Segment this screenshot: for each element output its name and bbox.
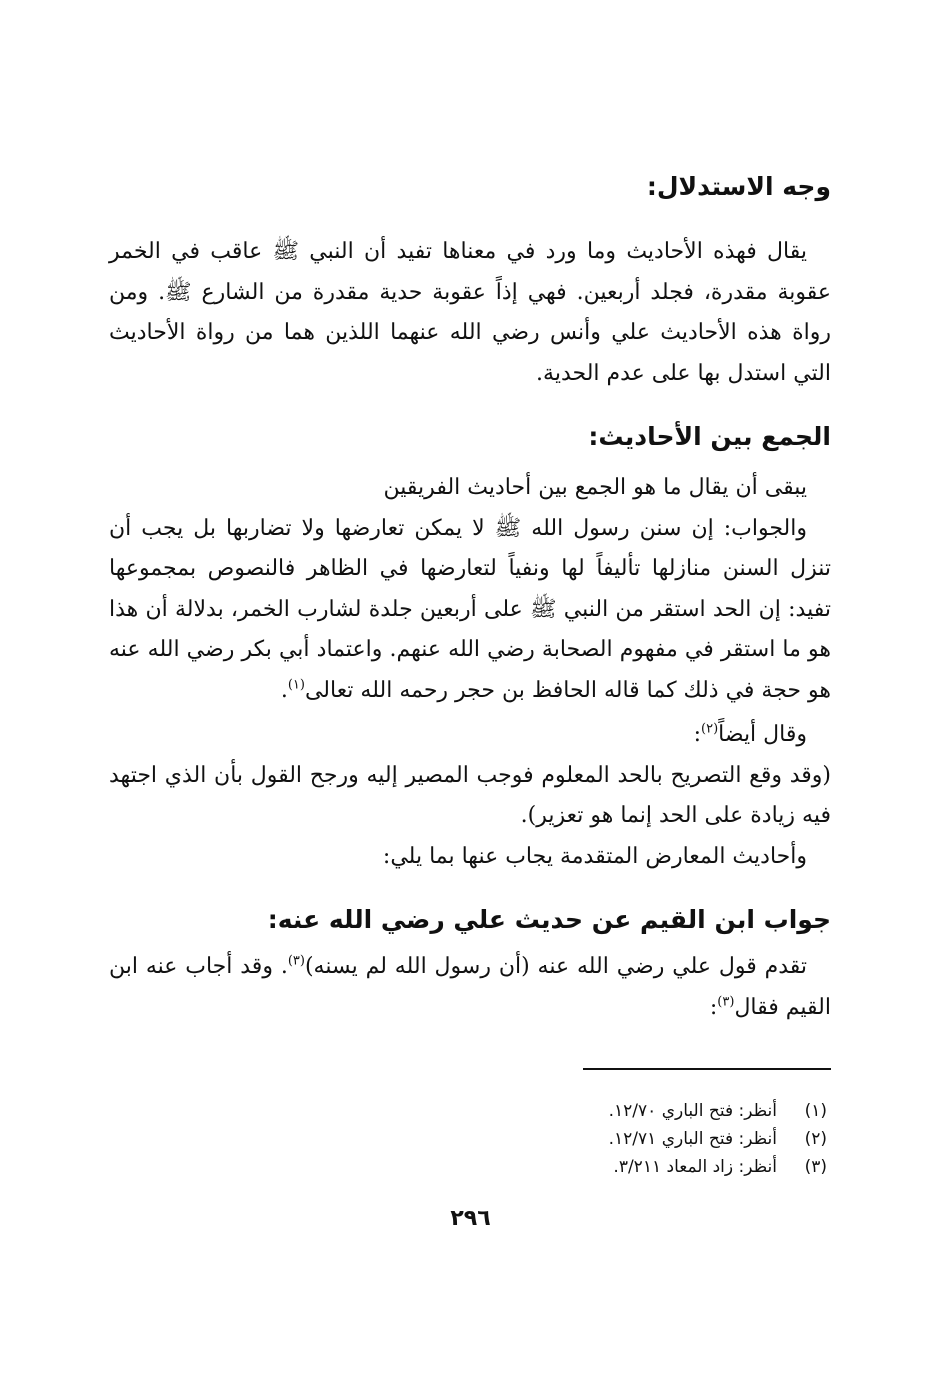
paragraph-ibn-qayyim-text: تقدم قول علي رضي الله عنه (أن رسول الله لم يسنه): [304, 954, 807, 979]
paragraph-ibn-qayyim-text-2: . وقد أجاب عنه ابن القيم فقال: [109, 954, 831, 1020]
footnote-ref-2[interactable]: (٢): [701, 721, 719, 737]
paragraph-quote: (وقد وقع التصريح بالحد المعلوم فوجب المصير إليه ورجح القول بأن الذي اجتهد فيه زيادة على الحد إنما هو تعزير).: [109, 762, 831, 828]
footnote-text: أنظر: فتح الباري ١٢/٧١.: [608, 1129, 777, 1149]
footnote-mark: (٣): [804, 1157, 827, 1177]
page-body: [109, 170, 831, 1028]
paragraph-istidlal: يقال فهذه الأحاديث وما ورد في معناها تفيد أن النبي ﷺ عاقب في الخمر عقوبة مقدرة، فجلد أربعين. فهي إذاً عقوبة حدية مقدرة من الشارع ﷺ. ومن رواة هذه الأحاديث علي وأنس رضي الله عنهما اللذين هما من رواة الأحاديث التي استدل بها على عدم الحدية.: [109, 239, 831, 386]
section-heading-ibn-qayyim: جواب ابن القيم عن حديث علي رضي الله عنه:: [267, 905, 831, 934]
paragraph-qala: [109, 715, 831, 756]
paragraph-ibn-qayyim-end: :: [709, 994, 718, 1020]
footnote-ref-3b[interactable]: (٣): [717, 994, 735, 1010]
footnote-item: [327, 1153, 827, 1181]
paragraph-qala-end: :: [693, 722, 702, 747]
paragraph-answer-end: .: [280, 677, 288, 703]
footnote-ref-3a[interactable]: (٣): [287, 953, 305, 969]
paragraph-ibn-qayyim: [109, 947, 831, 1028]
paragraph-answer: [109, 509, 831, 712]
footnote-mark: (١): [804, 1101, 827, 1121]
footnote-text: أنظر: زاد المعاد ٣/٢١١.: [613, 1157, 777, 1177]
paragraph-qala-text: وقال أيضاً: [718, 722, 807, 747]
footnote-item: [327, 1097, 827, 1125]
footnote-divider: [583, 1068, 831, 1070]
paragraph-question: يبقى أن يقال ما هو الجمع بين أحاديث الفريقين: [383, 475, 807, 500]
section-heading-istidlal: وجه الاستدلال:: [646, 172, 831, 201]
footnote-mark: (٢): [804, 1129, 827, 1149]
paragraph-answer-text: والجواب: إن سنن رسول الله ﷺ لا يمكن تعارضها ولا تضاربها بل يجب أن تنزل السنن منازلها تأليفاً لها ونفياً لتعارضها في الظاهر فالنصوص بمجموعها تفيد: إن الحد استقر من النبي ﷺ على أربعين جلدة لشارب الخمر، بدلالة أن هذا هو ما استقر في مفهوم الصحابة رضي الله عنهم. واعتماد أبي بكر رضي الله عنه هو حجة في ذلك كما قاله الحافظ بن حجر رحمه الله تعالى: [109, 515, 831, 703]
section-heading-jam: الجمع بين الأحاديث:: [588, 422, 831, 451]
footnote-ref-1[interactable]: (١): [287, 677, 305, 693]
page-number: ٢٩٦: [450, 1206, 491, 1231]
paragraph-ahadith: وأحاديث المعارض المتقدمة يجاب عنها بما يلي:: [382, 843, 807, 869]
footnote-text: أنظر: فتح الباري ١٢/٧٠.: [608, 1101, 777, 1121]
footnote-item: [327, 1125, 827, 1153]
footnotes: [327, 1097, 827, 1181]
